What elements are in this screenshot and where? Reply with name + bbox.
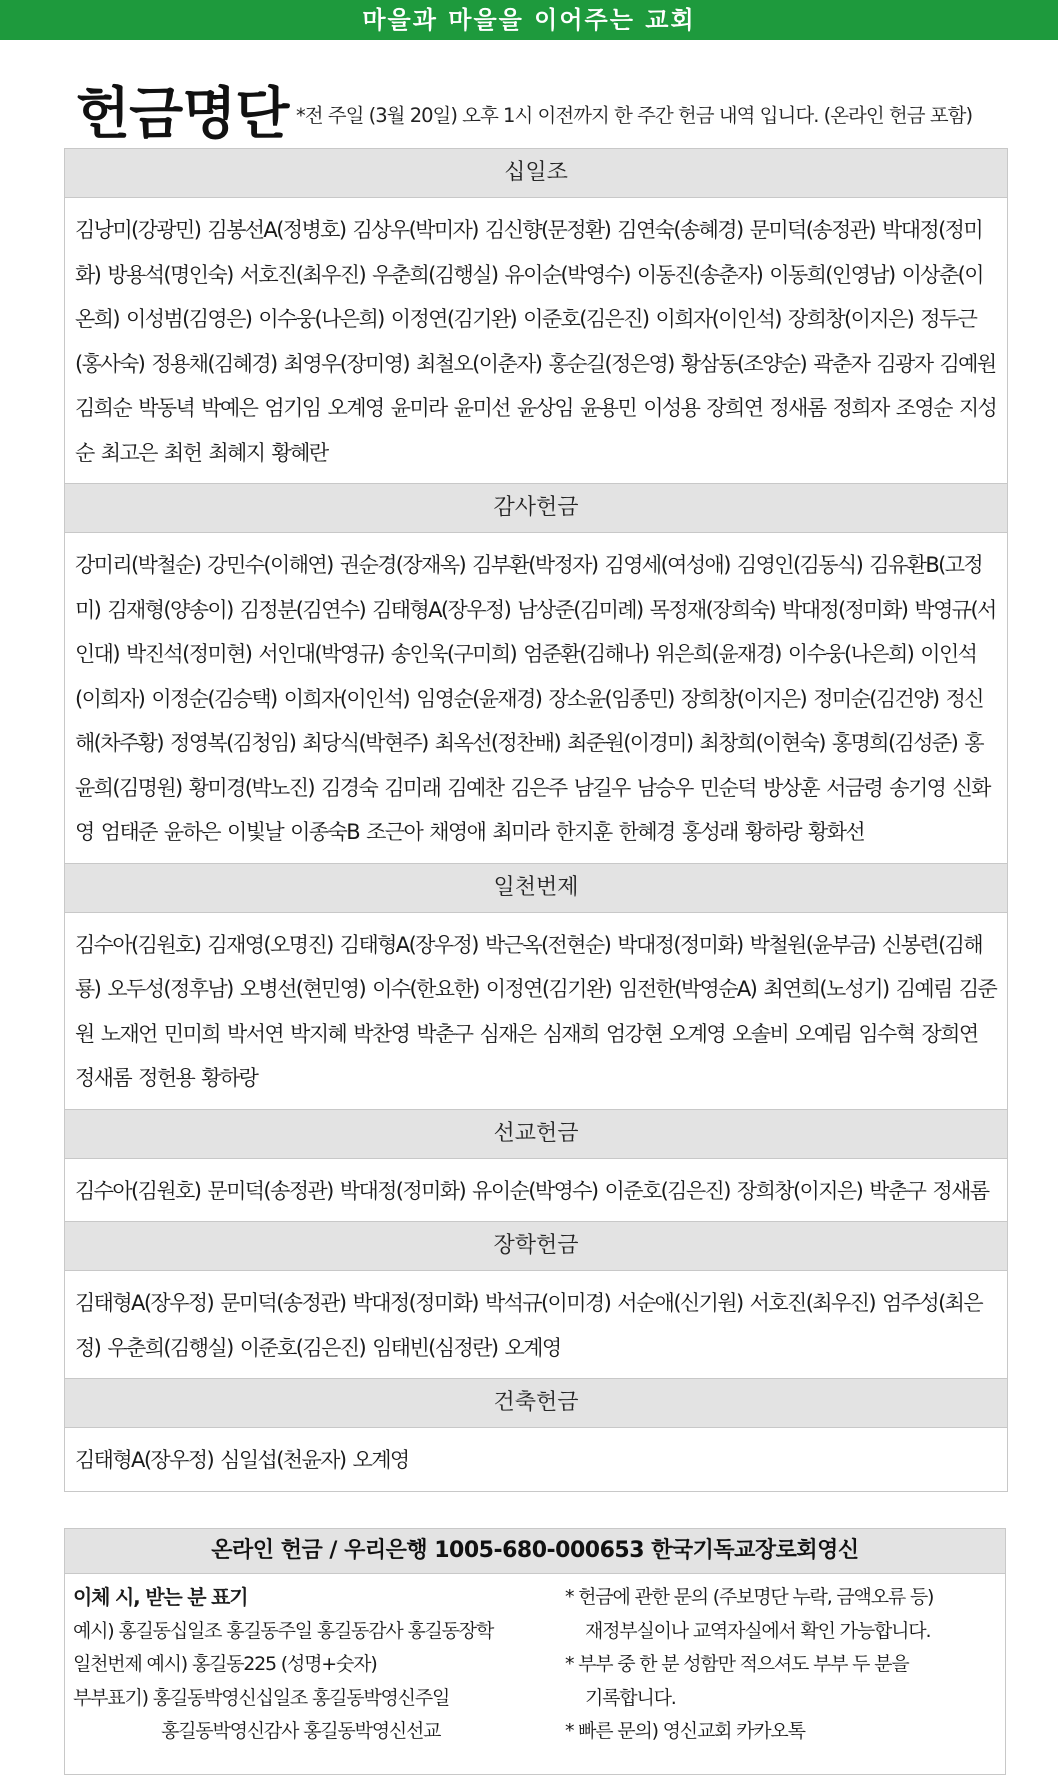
section-header: 일천번제 — [65, 864, 1007, 913]
transfer-line: 부부표기) 홍길동박영신십일조 홍길동박영신주일 — [73, 1686, 450, 1709]
section-scholarship — [65, 1222, 1007, 1379]
section-names: 김태형A(장우정) 심일섭(천윤자) 오계영 — [65, 1428, 1007, 1492]
bank-account-header: 온라인 헌금 / 우리은행 1005-680-000653 한국기독교장로회영신 — [65, 1529, 1005, 1574]
section-thanksgiving — [65, 484, 1007, 864]
section-names: 김낭미(강광민) 김봉선A(정병호) 김상우(박미자) 김신향(문정환) 김연숙(송혜경) 문미덕(송정관) 박대정(정미화) 방용석(명인숙) 서호진(최우진) 우춘희(김행실) 유이순(박영수) 이동진(송춘자) 이동희(인영남) 이상춘(이온희) 이성범(김영은) 이수웅(나은희) 이정연(김기완) 이준호(김은진) 이희자(이인석) 장희창(이지은) 정두근(홍사숙) 정용채(김혜경) 최영우(장미영) 최철오(이춘자) 홍순길(정은영) 황삼동(조양순) 곽춘자 김광자 김예원 김희순 박동녁 박예은 엄기임 오계영 윤미라 윤미선 윤상임 윤용민 이성용 장희연 정새롬 정희자 조영순 지성순 최고은 최헌 최혜지 황혜란 — [65, 198, 1007, 484]
transfer-line: 일천번제 예시) 홍길동225 (성명+숫자) — [73, 1653, 377, 1675]
period-notice: *전 주일 (3월 20일) 오후 1시 이전까지 한 주간 헌금 내역 입니다. (온라인 헌금 포함) — [296, 104, 973, 127]
section-names: 강미리(박철순) 강민수(이해연) 권순경(장재옥) 김부환(박정자) 김영세(여성애) 김영인(김동식) 김유환B(고정미) 김재형(양송이) 김정분(김연수) 김태형A(장우정) 남상준(김미례) 목정재(장희숙) 박대정(정미화) 박영규(서인대) 박진석(정미현) 서인대(박영규) 송인욱(구미희) 엄준환(김해나) 위은희(윤재경) 이수웅(나은희) 이인석(이희자) 이정순(김승택) 이희자(이인석) 임영순(윤재경) 장소윤(임종민) 장희창(이지은) 정미순(김건양) 정신해(차주황) 정영복(김청임) 최당식(박현주) 최옥선(정찬배) 최준원(이경미) 최창희(이현숙) 홍명희(김성준) 홍윤희(김명원) 황미경(박노진) 김경숙 김미래 김예찬 김은주 남길우 남승우 민순덕 방상훈 서금령 송기영 신화영 엄태준 윤하은 이빛날 이종숙B 조근아 채영애 최미라 한지훈 한혜경 홍성래 황하랑 황화선 — [65, 533, 1007, 864]
section-header: 장학헌금 — [65, 1222, 1007, 1271]
transfer-line: 홍길동박영신감사 홍길동박영신선교 — [161, 1720, 441, 1742]
section-building — [65, 1379, 1007, 1492]
transfer-title: 이체 시, 받는 분 표기 — [73, 1585, 248, 1609]
section-header: 감사헌금 — [65, 484, 1007, 533]
church-slogan-banner: 마을과 마을을 이어주는 교회 — [0, 0, 1058, 40]
section-names: 김수아(김원호) 김재영(오명진) 김태형A(장우정) 박근옥(전현순) 박대정(정미화) 박철원(윤부금) 신봉련(김해룡) 오두성(정후남) 오병선(현민영) 이수(한요한) 이정연(김기완) 임전한(박영순A) 최연희(노성기) 김예림 김준원 노재언 민미희 박서연 박지혜 박찬영 박춘구 심재은 심재희 엄강현 오계영 오솔비 오예림 임수혁 장희연 정새롬 정헌용 황하랑 — [65, 913, 1007, 1110]
note-line: * 빠른 문의) 영신교회 카카오톡 — [565, 1720, 805, 1742]
section-names: 김태형A(장우정) 문미덕(송정관) 박대정(정미화) 박석규(이미경) 서순애(신기원) 서호진(최우진) 엄주성(최은정) 우춘희(김행실) 이준호(김은진) 임태빈(심정란) 오계영 — [65, 1271, 1007, 1379]
page-title: 헌금명단 — [76, 81, 289, 147]
offering-sections — [64, 148, 1008, 1492]
title-row — [66, 66, 1006, 146]
transfer-line: 예시) 홍길동십일조 홍길동주일 홍길동감사 홍길동장학 — [73, 1619, 494, 1642]
section-mission — [65, 1110, 1007, 1223]
section-thousand-offerings — [65, 864, 1007, 1110]
section-header: 건축헌금 — [65, 1379, 1007, 1428]
section-names: 김수아(김원호) 문미덕(송정관) 박대정(정미화) 유이순(박영수) 이준호(김은진) 장희창(이지은) 박춘구 정새롬 — [65, 1159, 1007, 1223]
transfer-instructions — [73, 1581, 593, 1749]
note-line: * 헌금에 관한 문의 (주보명단 누락, 금액오류 등) — [565, 1586, 934, 1608]
online-offering-box — [64, 1528, 1006, 1775]
inquiry-notes — [565, 1581, 995, 1749]
note-line: * 부부 중 한 분 성함만 적으셔도 부부 두 분을 — [565, 1653, 909, 1675]
section-header: 십일조 — [65, 149, 1007, 198]
note-line: 기록합니다. — [585, 1686, 676, 1709]
section-tithe — [65, 149, 1007, 484]
note-line: 재정부실이나 교역자실에서 확인 가능합니다. — [585, 1619, 931, 1642]
section-header: 선교헌금 — [65, 1110, 1007, 1159]
